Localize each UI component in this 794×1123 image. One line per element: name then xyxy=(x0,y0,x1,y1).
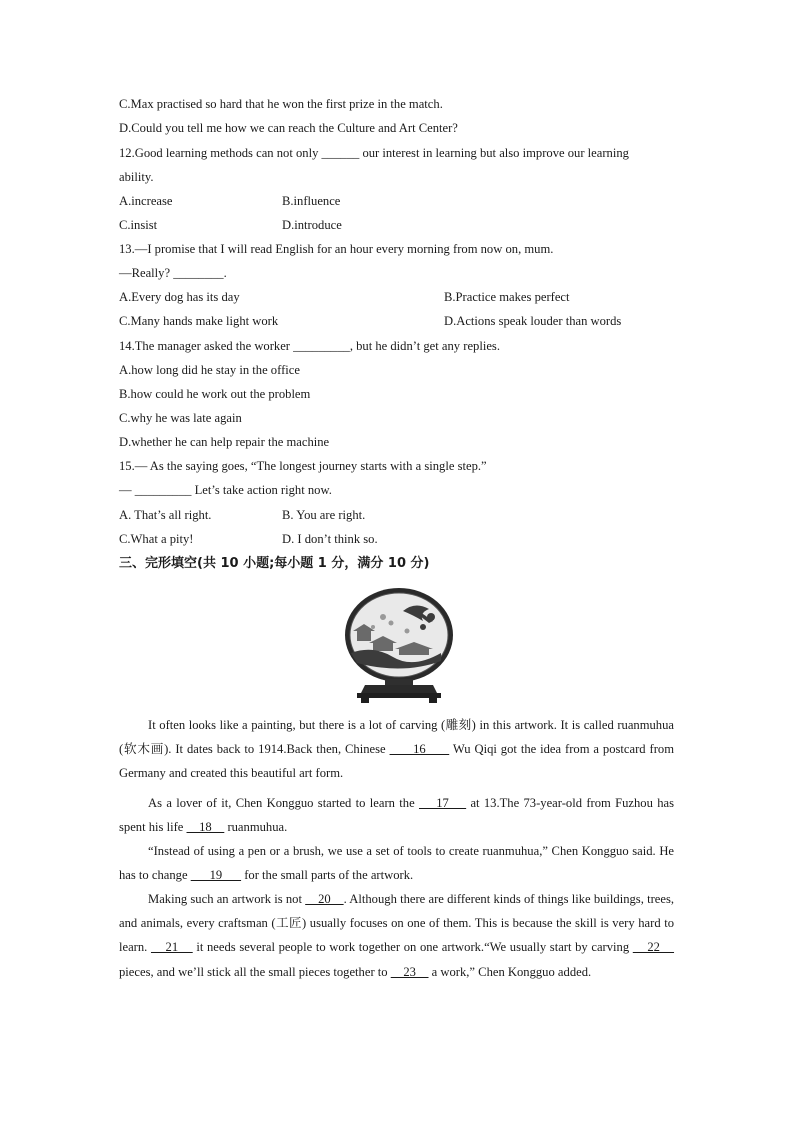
q14-option-a: A.how long did he stay in the office xyxy=(119,363,300,377)
q13-option-d: D.Actions speak louder than words xyxy=(444,314,622,328)
passage-text: for the small parts of the artwork. xyxy=(241,868,414,883)
q13-option-a: A.Every dog has its day xyxy=(119,290,240,304)
q15-stem-line1: 15.— As the saying goes, “The longest journey starts with a single step.” xyxy=(119,459,487,473)
section-heading: 三、完形填空(共 10 小题;每小题 1 分，满分 10 分) xyxy=(119,556,430,571)
q12-option-c: C.insist xyxy=(119,218,158,232)
blank-22[interactable]: 22 xyxy=(632,940,675,955)
passage-text: pieces, and we’ll stick all the small pieces together to xyxy=(119,964,391,979)
passage-paragraph-2 xyxy=(119,791,674,839)
passage-text: “Instead of using a pen or a brush, we use a set of tools to create ruanmuhua,” Chen Kongguo said. He has to change xyxy=(119,844,674,883)
q15-options-row1 xyxy=(119,507,674,523)
passage-paragraph-4 xyxy=(119,887,674,984)
blank-16[interactable]: 16 xyxy=(389,742,450,757)
passage-text: a work,” Chen Kongguo added. xyxy=(428,964,592,979)
q13-stem-line2: —Really? ________. xyxy=(119,266,227,280)
q15-option-b: B. You are right. xyxy=(282,508,366,522)
q12-options-row1 xyxy=(119,193,674,209)
q12-stem-line1: 12.Good learning methods can not only ______ our interest in learning but also improve our learning xyxy=(119,146,629,160)
q12-option-d: D.introduce xyxy=(282,218,342,232)
blank-21[interactable]: 21 xyxy=(150,940,193,955)
passage-text: As a lover of it, Chen Kongguo started to learn the xyxy=(148,796,419,810)
blank-20[interactable]: 20 xyxy=(305,892,344,906)
passage-text: It often looks like a painting, but there is a lot of carving (雕刻) in this artwork. It is called ruanmuhua (软木画). It dates back to 1914.Back then, Chinese xyxy=(119,718,674,757)
q15-option-c: C.What a pity! xyxy=(119,532,194,546)
q14-option-b: B.how could he work out the problem xyxy=(119,387,311,401)
q15-options-row2 xyxy=(119,531,674,547)
q14-stem: 14.The manager asked the worker _________, but he didn’t get any replies. xyxy=(119,339,500,353)
q13-options-row1 xyxy=(119,289,674,305)
passage-text: . Although there are different kinds of things like buildings, trees, and animals, every craftsman (工匠) usually focuses on one of them. This is because the skill is very hard to learn. xyxy=(119,892,674,955)
passage-text: ruanmuhua. xyxy=(224,820,288,835)
passage-text: it needs several people to work together on one artwork.“We usually start by carving xyxy=(192,940,633,955)
q14-option-c: C.why he was late again xyxy=(119,411,242,425)
wooden-carving-screen-image xyxy=(343,587,455,705)
q13-option-b: B.Practice makes perfect xyxy=(444,290,570,304)
q13-option-c: C.Many hands make light work xyxy=(119,314,279,328)
q15-stem-line2: — _________ Let’s take action right now. xyxy=(119,483,332,497)
q13-stem-line1: 13.—I promise that I will read English for an hour every morning from now on, mum. xyxy=(119,242,554,256)
blank-19[interactable]: 19 xyxy=(190,868,242,883)
blank-23[interactable]: 23 xyxy=(390,964,429,979)
q14-option-d: D.whether he can help repair the machine xyxy=(119,435,330,449)
passage-text: at 13.The 73-year-old from Fuzhou has spent his life xyxy=(119,796,675,835)
q11-option-c: C.Max practised so hard that he won the first prize in the match. xyxy=(119,97,443,111)
q13-options-row2 xyxy=(119,313,674,329)
blank-17[interactable]: 17 xyxy=(418,796,467,810)
passage-paragraph-1 xyxy=(119,713,674,786)
q11-option-d: D.Could you tell me how we can reach the Culture and Art Center? xyxy=(119,121,458,135)
q12-stem-line2: ability. xyxy=(119,170,154,184)
q15-option-a: A. That’s all right. xyxy=(119,508,212,522)
blank-18[interactable]: 18 xyxy=(186,820,225,835)
passage-paragraph-3 xyxy=(119,839,674,887)
q12-options-row2 xyxy=(119,217,674,233)
q12-option-b: B.influence xyxy=(282,194,341,208)
passage-text: Wu Qiqi got the idea from a postcard from Germany and created this beautiful art form. xyxy=(119,742,675,781)
q15-option-d: D. I don’t think so. xyxy=(282,532,378,546)
passage-text: Making such an artwork is not xyxy=(148,892,306,906)
q12-option-a: A.increase xyxy=(119,194,173,208)
